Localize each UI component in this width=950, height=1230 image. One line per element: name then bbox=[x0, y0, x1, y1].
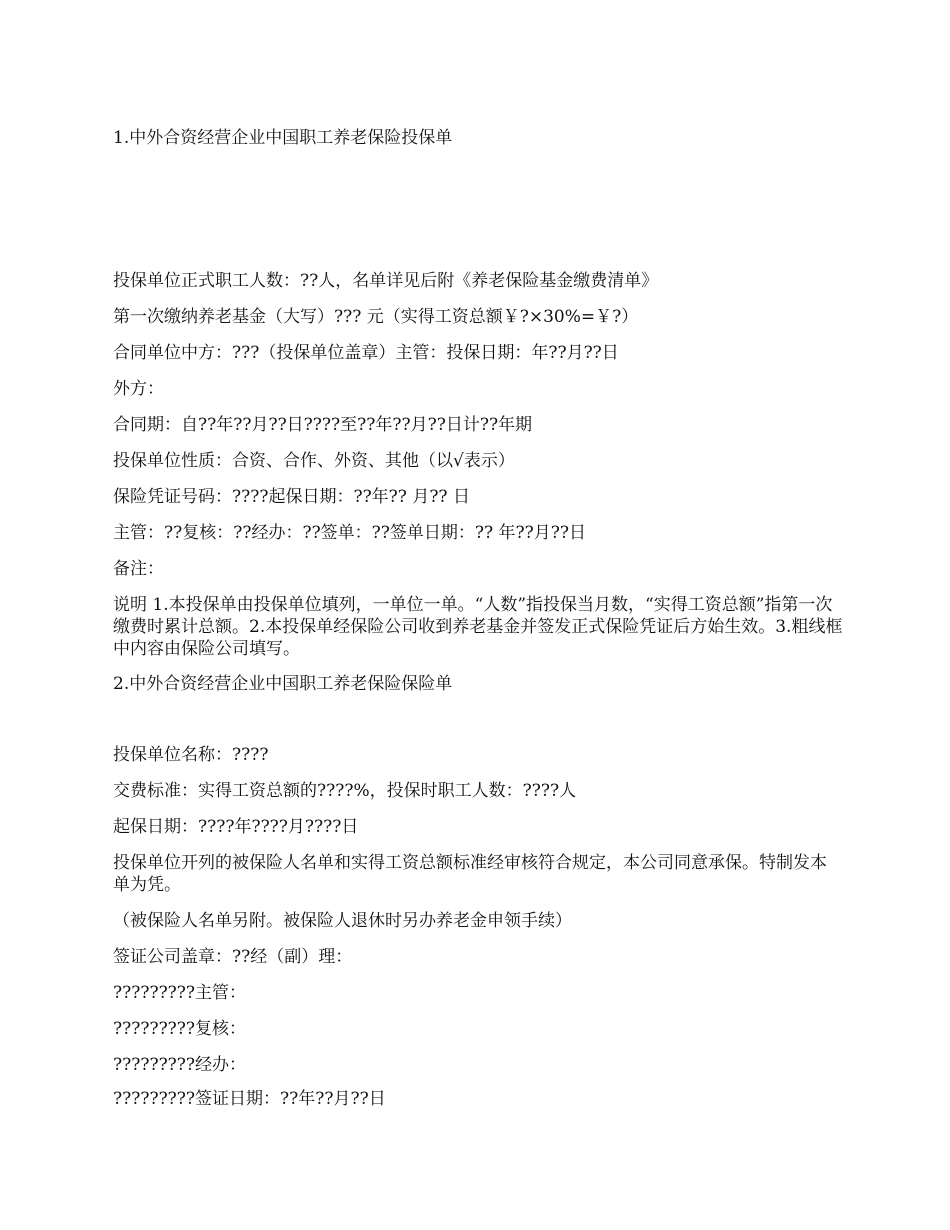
start-date-line: 起保日期：????年????月????日 bbox=[113, 817, 359, 837]
section1-title: 1.中外合资经营企业中国职工养老保险投保单 bbox=[113, 128, 453, 148]
explanation-note: 说明 1.本投保单由投保单位填列，一单位一单。“人数”指投保当月数，“实得工资总额”指第一次缴费时累计总额。2.本投保单经保险公司收到养老基金并签发正式保险凭证后方始生效。3.粗线框中内容由保险公司填写。 bbox=[113, 595, 843, 659]
contract-party-chinese-line: 合同单位中方：???（投保单位盖章）主管：投保日期：年??月??日 bbox=[113, 343, 619, 363]
handler-line: ?????????经办： bbox=[113, 1055, 247, 1075]
supervisor-line: ?????????主管： bbox=[113, 983, 247, 1003]
insured-unit-name-line: 投保单位名称：???? bbox=[113, 745, 269, 765]
certificate-number-line: 保险凭证号码：????起保日期：??年?? 月?? 日 bbox=[113, 487, 470, 507]
foreign-party-line: 外方： bbox=[113, 379, 164, 399]
insured-employee-count-line: 投保单位正式职工人数：??人，名单详见后附《养老保险基金缴费清单》 bbox=[113, 271, 659, 291]
insured-list-note-line: （被保险人名单另附。被保险人退休时另办养老金申领手续） bbox=[113, 911, 572, 931]
contract-period-line: 合同期：自??年??月??日????至??年??月??日计??年期 bbox=[113, 415, 533, 435]
remarks-line: 备注： bbox=[113, 559, 164, 579]
first-payment-line: 第一次缴纳养老基金（大写）??? 元（实得工资总额￥?×30%=￥?） bbox=[113, 307, 639, 327]
signatures-line: 主管：??复核：??经办：??签单：??签单日期：?? 年??月??日 bbox=[113, 523, 587, 543]
approval-statement: 投保单位开列的被保险人名单和实得工资总额标准经审核符合规定，本公司同意承保。特制发本单为凭。 bbox=[113, 853, 827, 895]
reviewer-line: ?????????复核： bbox=[113, 1019, 247, 1039]
section2-title: 2.中外合资经营企业中国职工养老保险保险单 bbox=[113, 674, 453, 694]
company-seal-line: 签证公司盖章：??经（副）理： bbox=[113, 947, 353, 967]
issue-date-line: ?????????签证日期：??年??月??日 bbox=[113, 1089, 386, 1109]
unit-nature-line: 投保单位性质：合资、合作、外资、其他（以√表示） bbox=[113, 451, 515, 471]
payment-standard-line: 交费标准：实得工资总额的????%，投保时职工人数：????人 bbox=[113, 781, 577, 801]
